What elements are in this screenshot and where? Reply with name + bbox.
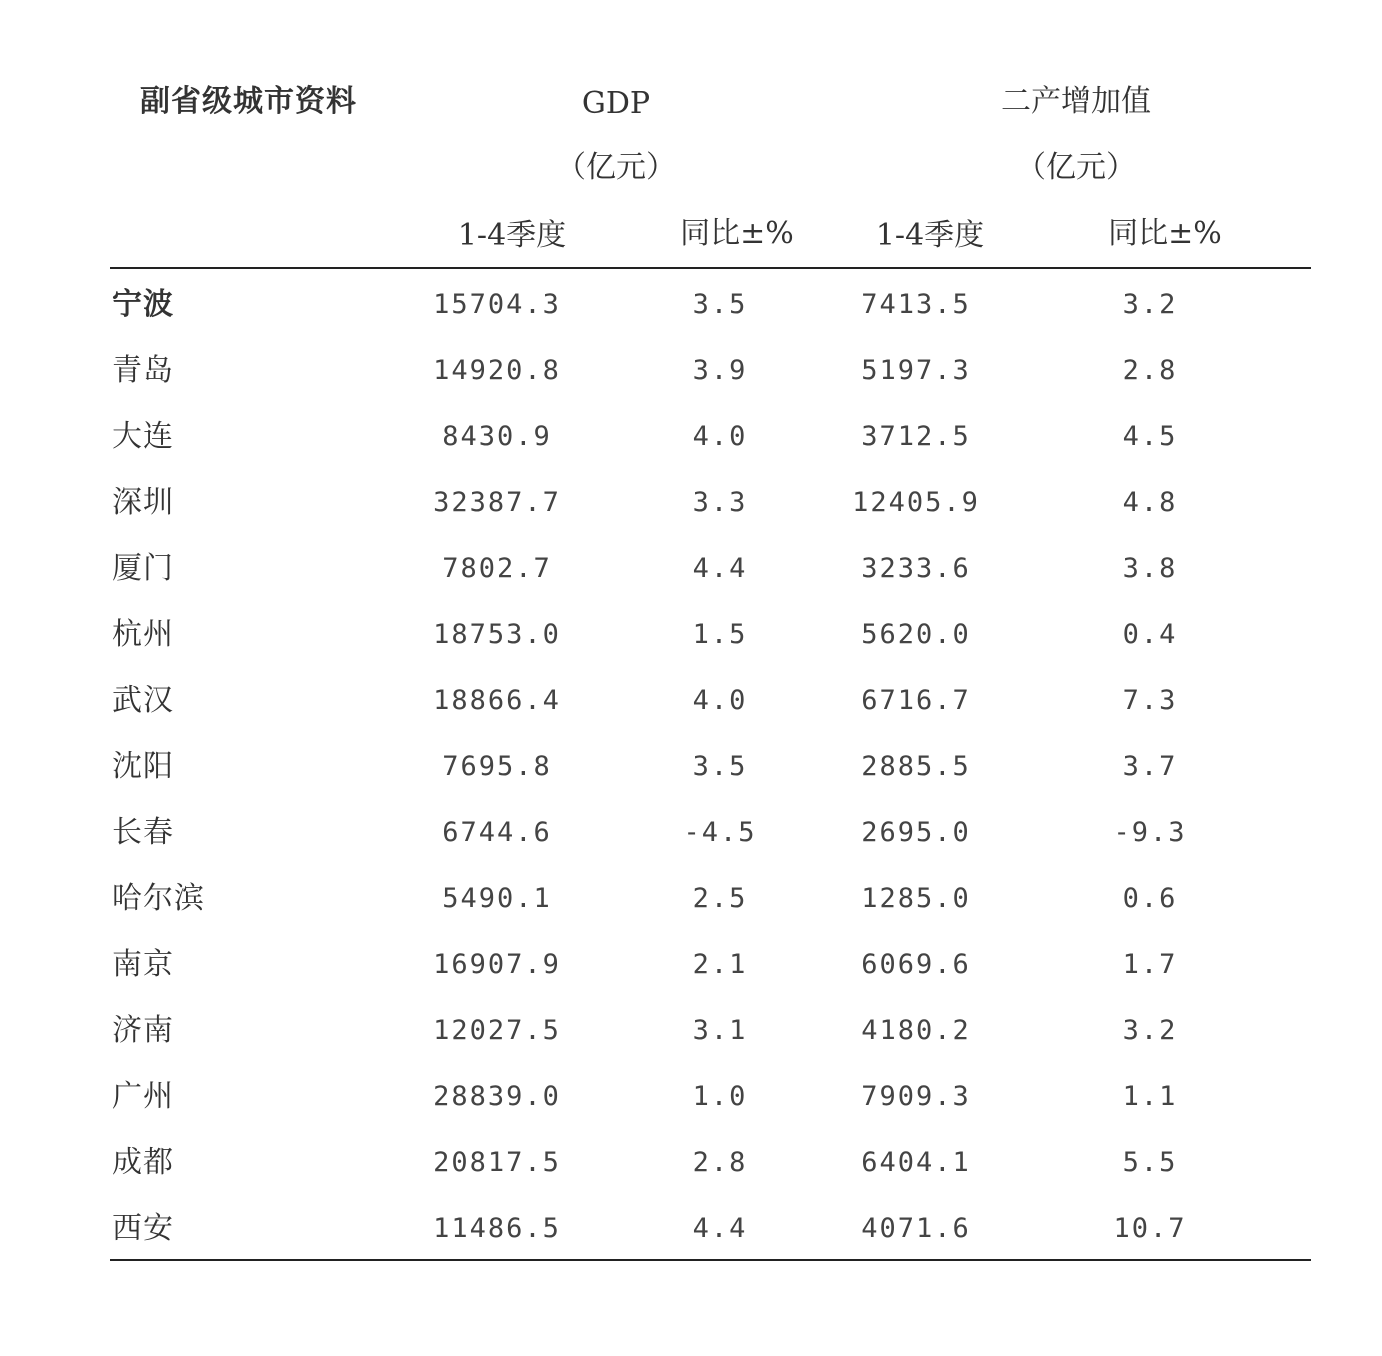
table-row xyxy=(0,1196,1382,1262)
gdp-value: 18753.0 xyxy=(433,619,561,650)
gdp-value: 15704.3 xyxy=(433,289,561,320)
secondary-yoy: -9.3 xyxy=(1113,817,1187,848)
secondary-period-header: 1-4季度 xyxy=(875,218,985,253)
gdp-yoy: 3.5 xyxy=(692,289,748,320)
city-name: 深圳 xyxy=(112,485,174,520)
secondary-value: 5620.0 xyxy=(861,619,971,650)
gdp-yoy: 4.4 xyxy=(692,1213,748,1244)
gdp-value: 6744.6 xyxy=(442,817,552,848)
city-name: 哈尔滨 xyxy=(112,881,205,916)
secondary-value: 4071.6 xyxy=(861,1213,971,1244)
secondary-yoy: 5.5 xyxy=(1122,1147,1178,1178)
table-row xyxy=(0,1064,1382,1130)
city-name: 西安 xyxy=(112,1211,174,1246)
city-name: 青岛 xyxy=(112,353,174,388)
secondary-value: 7413.5 xyxy=(861,289,971,320)
secondary-yoy-header: 同比±% xyxy=(1108,216,1222,251)
gdp-yoy: 3.1 xyxy=(692,1015,748,1046)
table-row xyxy=(0,734,1382,800)
table-row xyxy=(0,404,1382,470)
gdp-value: 18866.4 xyxy=(433,685,561,716)
table-row xyxy=(0,536,1382,602)
gdp-yoy: 2.5 xyxy=(692,883,748,914)
secondary-value: 7909.3 xyxy=(861,1081,971,1112)
table-body xyxy=(0,272,1382,1262)
table-row xyxy=(0,338,1382,404)
secondary-yoy: 3.8 xyxy=(1122,553,1178,584)
secondary-yoy: 3.2 xyxy=(1122,1015,1178,1046)
secondary-value: 2885.5 xyxy=(861,751,971,782)
gdp-value: 11486.5 xyxy=(433,1213,561,1244)
city-name: 长春 xyxy=(112,815,174,850)
gdp-yoy: 3.3 xyxy=(692,487,748,518)
city-name: 广州 xyxy=(112,1079,174,1114)
secondary-value: 2695.0 xyxy=(861,817,971,848)
gdp-yoy: 2.1 xyxy=(692,949,748,980)
gdp-value: 7802.7 xyxy=(442,553,552,584)
secondary-value: 12405.9 xyxy=(852,487,980,518)
city-name: 武汉 xyxy=(112,683,174,718)
gdp-value: 14920.8 xyxy=(433,355,561,386)
secondary-yoy: 7.3 xyxy=(1122,685,1178,716)
city-name: 杭州 xyxy=(112,617,174,652)
city-name: 大连 xyxy=(112,419,174,454)
secondary-value: 3233.6 xyxy=(861,553,971,584)
gdp-value: 16907.9 xyxy=(433,949,561,980)
gdp-value: 20817.5 xyxy=(433,1147,561,1178)
gdp-value: 5490.1 xyxy=(442,883,552,914)
secondary-yoy: 1.1 xyxy=(1122,1081,1178,1112)
secondary-value: 4180.2 xyxy=(861,1015,971,1046)
city-name: 沈阳 xyxy=(112,749,174,784)
gdp-value: 8430.9 xyxy=(442,421,552,452)
gdp-value: 28839.0 xyxy=(433,1081,561,1112)
table-row xyxy=(0,866,1382,932)
gdp-yoy: 4.0 xyxy=(692,685,748,716)
city-name: 宁波 xyxy=(112,287,174,322)
gdp-yoy: 1.0 xyxy=(692,1081,748,1112)
gdp-header: GDP xyxy=(581,86,651,121)
gdp-value: 12027.5 xyxy=(433,1015,561,1046)
secondary-yoy: 2.8 xyxy=(1122,355,1178,386)
table-row xyxy=(0,668,1382,734)
secondary-yoy: 0.4 xyxy=(1122,619,1178,650)
table-row xyxy=(0,998,1382,1064)
secondary-value: 3712.5 xyxy=(861,421,971,452)
gdp-yoy: 1.5 xyxy=(692,619,748,650)
gdp-yoy-header: 同比±% xyxy=(680,216,794,251)
gdp-yoy: 3.5 xyxy=(692,751,748,782)
gdp-unit: （亿元） xyxy=(556,150,676,185)
secondary-value: 5197.3 xyxy=(861,355,971,386)
city-name: 南京 xyxy=(112,947,174,982)
secondary-industry-unit: （亿元） xyxy=(1016,150,1136,185)
table-row xyxy=(0,470,1382,536)
gdp-yoy: -4.5 xyxy=(683,817,757,848)
secondary-yoy: 3.7 xyxy=(1122,751,1178,782)
secondary-industry-header: 二产增加值 xyxy=(1001,84,1151,119)
gdp-period-header: 1-4季度 xyxy=(457,218,567,253)
secondary-value: 1285.0 xyxy=(861,883,971,914)
secondary-value: 6069.6 xyxy=(861,949,971,980)
secondary-yoy: 4.8 xyxy=(1122,487,1178,518)
table-row xyxy=(0,800,1382,866)
table-row xyxy=(0,932,1382,998)
gdp-value: 32387.7 xyxy=(433,487,561,518)
gdp-yoy: 2.8 xyxy=(692,1147,748,1178)
table-row xyxy=(0,1130,1382,1196)
table-title: 副省级城市资料 xyxy=(140,84,357,119)
secondary-yoy: 1.7 xyxy=(1122,949,1178,980)
secondary-yoy: 10.7 xyxy=(1113,1213,1187,1244)
secondary-value: 6404.1 xyxy=(861,1147,971,1178)
gdp-value: 7695.8 xyxy=(442,751,552,782)
table-bottom-rule xyxy=(110,1259,1311,1261)
city-name: 成都 xyxy=(112,1145,174,1180)
gdp-yoy: 3.9 xyxy=(692,355,748,386)
table-row xyxy=(0,602,1382,668)
city-name: 厦门 xyxy=(112,551,174,586)
secondary-yoy: 4.5 xyxy=(1122,421,1178,452)
secondary-value: 6716.7 xyxy=(861,685,971,716)
gdp-yoy: 4.4 xyxy=(692,553,748,584)
table-top-rule xyxy=(110,267,1311,269)
city-name: 济南 xyxy=(112,1013,174,1048)
secondary-yoy: 0.6 xyxy=(1122,883,1178,914)
gdp-yoy: 4.0 xyxy=(692,421,748,452)
secondary-yoy: 3.2 xyxy=(1122,289,1178,320)
table-row xyxy=(0,272,1382,338)
